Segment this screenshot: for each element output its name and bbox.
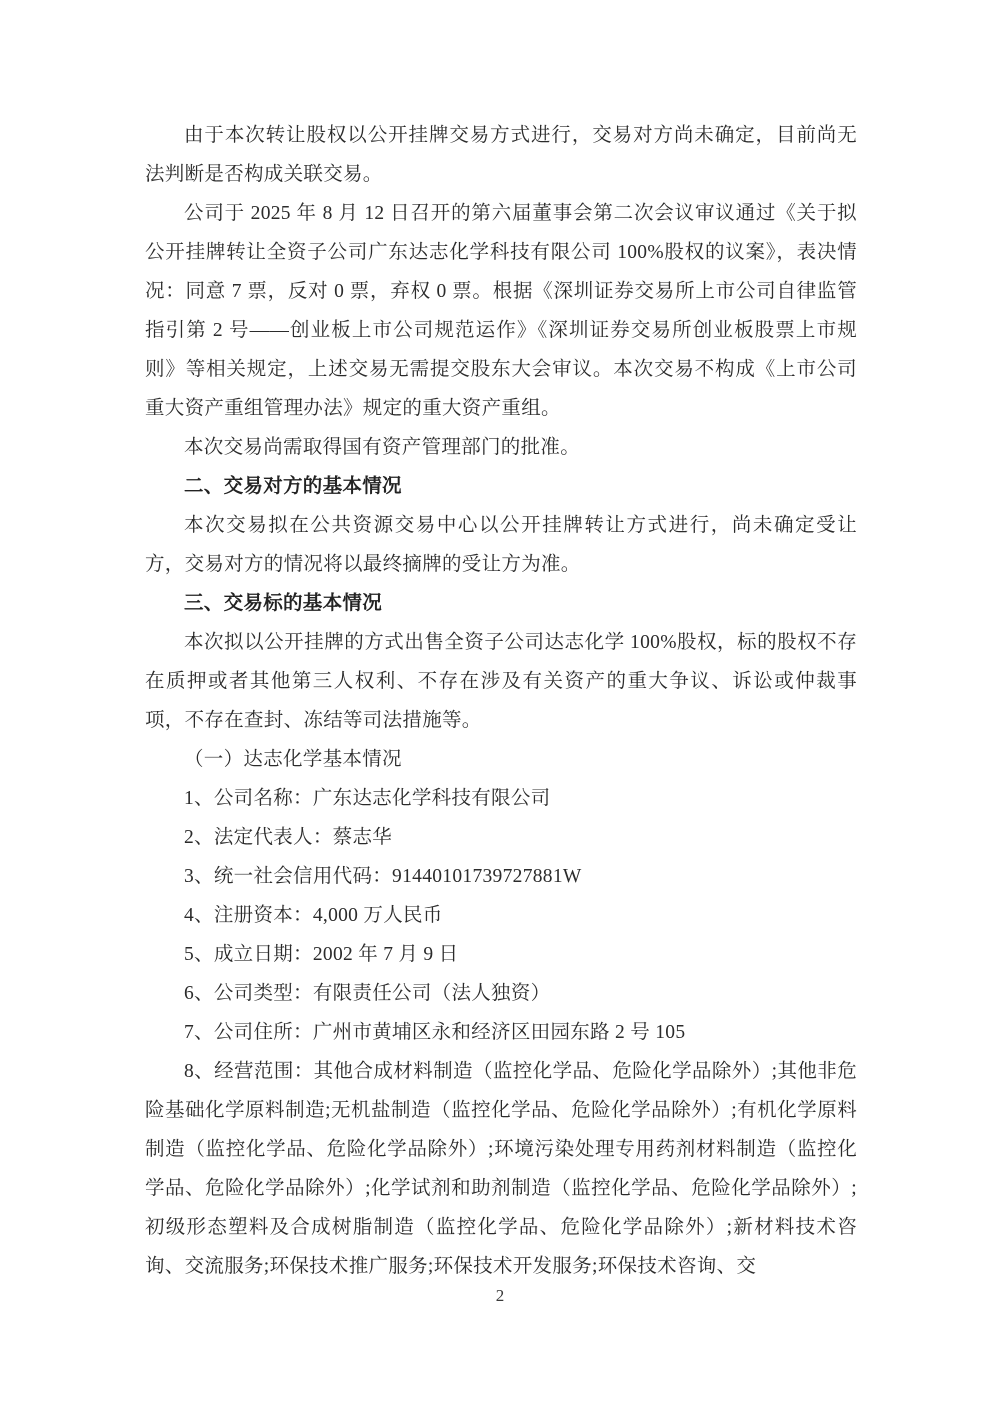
paragraph: 由于本次转让股权以公开挂牌交易方式进行，交易对方尚未确定，目前尚无法判断是否构成关联交易。 xyxy=(145,125,857,185)
paragraph: 本次交易拟在公共资源交易中心以公开挂牌转让方式进行，尚未确定受让方，交易对方的情况将以最终摘牌的受让方为准。 xyxy=(145,515,857,575)
paragraph: （一）达志化学基本情况 xyxy=(184,749,402,770)
paragraph: 2、法定代表人：蔡志华 xyxy=(184,827,393,848)
paragraph: 6、公司类型：有限责任公司（法人独资） xyxy=(184,983,551,1004)
paragraph: 3、统一社会信用代码：91440101739727881W xyxy=(184,866,582,887)
paragraph: 5、成立日期：2002 年 7 月 9 日 xyxy=(184,944,459,965)
section-heading: 二、交易对方的基本情况 xyxy=(184,476,402,497)
section-heading: 三、交易标的基本情况 xyxy=(184,593,383,614)
paragraph: 4、注册资本：4,000 万人民币 xyxy=(184,905,443,926)
document-body xyxy=(145,116,857,1286)
paragraph: 公司于 2025 年 8 月 12 日召开的第六届董事会第二次会议审议通过《关于拟公开挂牌转让全资子公司广东达志化学科技有限公司 100%股权的议案》，表决情况：同意 7 票，反对 0 票，弃权 0 票。根据《深圳证券交易所上市公司自律监管指引第 2 号——创业板上市公司规范运作》《深圳证券交易所创业板股票上市规则》等相关规定，上述交易无需提交股东大会审议。本次交易不构成《上市公司重大资产重组管理办法》规定的重大资产重组。 xyxy=(145,203,857,419)
paragraph: 本次交易尚需取得国有资产管理部门的批准。 xyxy=(184,437,581,458)
page-number: 2 xyxy=(495,1286,505,1305)
paragraph: 1、公司名称：广东达志化学科技有限公司 xyxy=(184,788,551,809)
paragraph: 7、公司住所：广州市黄埔区永和经济区田园东路 2 号 105 xyxy=(184,1022,686,1043)
paragraph: 8、经营范围：其他合成材料制造（监控化学品、危险化学品除外）;其他非危险基础化学原料制造;无机盐制造（监控化学品、危险化学品除外）;有机化学原料制造（监控化学品、危险化学品除外）;环境污染处理专用药剂材料制造（监控化学品、危险化学品除外）;化学试剂和助剂制造（监控化学品、危险化学品除外）;初级形态塑料及合成树脂制造（监控化学品、危险化学品除外）;新材料技术咨询、交流服务;环保技术推广服务;环保技术开发服务;环保技术咨询、交 xyxy=(145,1061,857,1277)
paragraph: 本次拟以公开挂牌的方式出售全资子公司达志化学 100%股权，标的股权不存在质押或者其他第三人权利、不存在涉及有关资产的重大争议、诉讼或仲裁事项，不存在查封、冻结等司法措施等。 xyxy=(145,632,857,731)
